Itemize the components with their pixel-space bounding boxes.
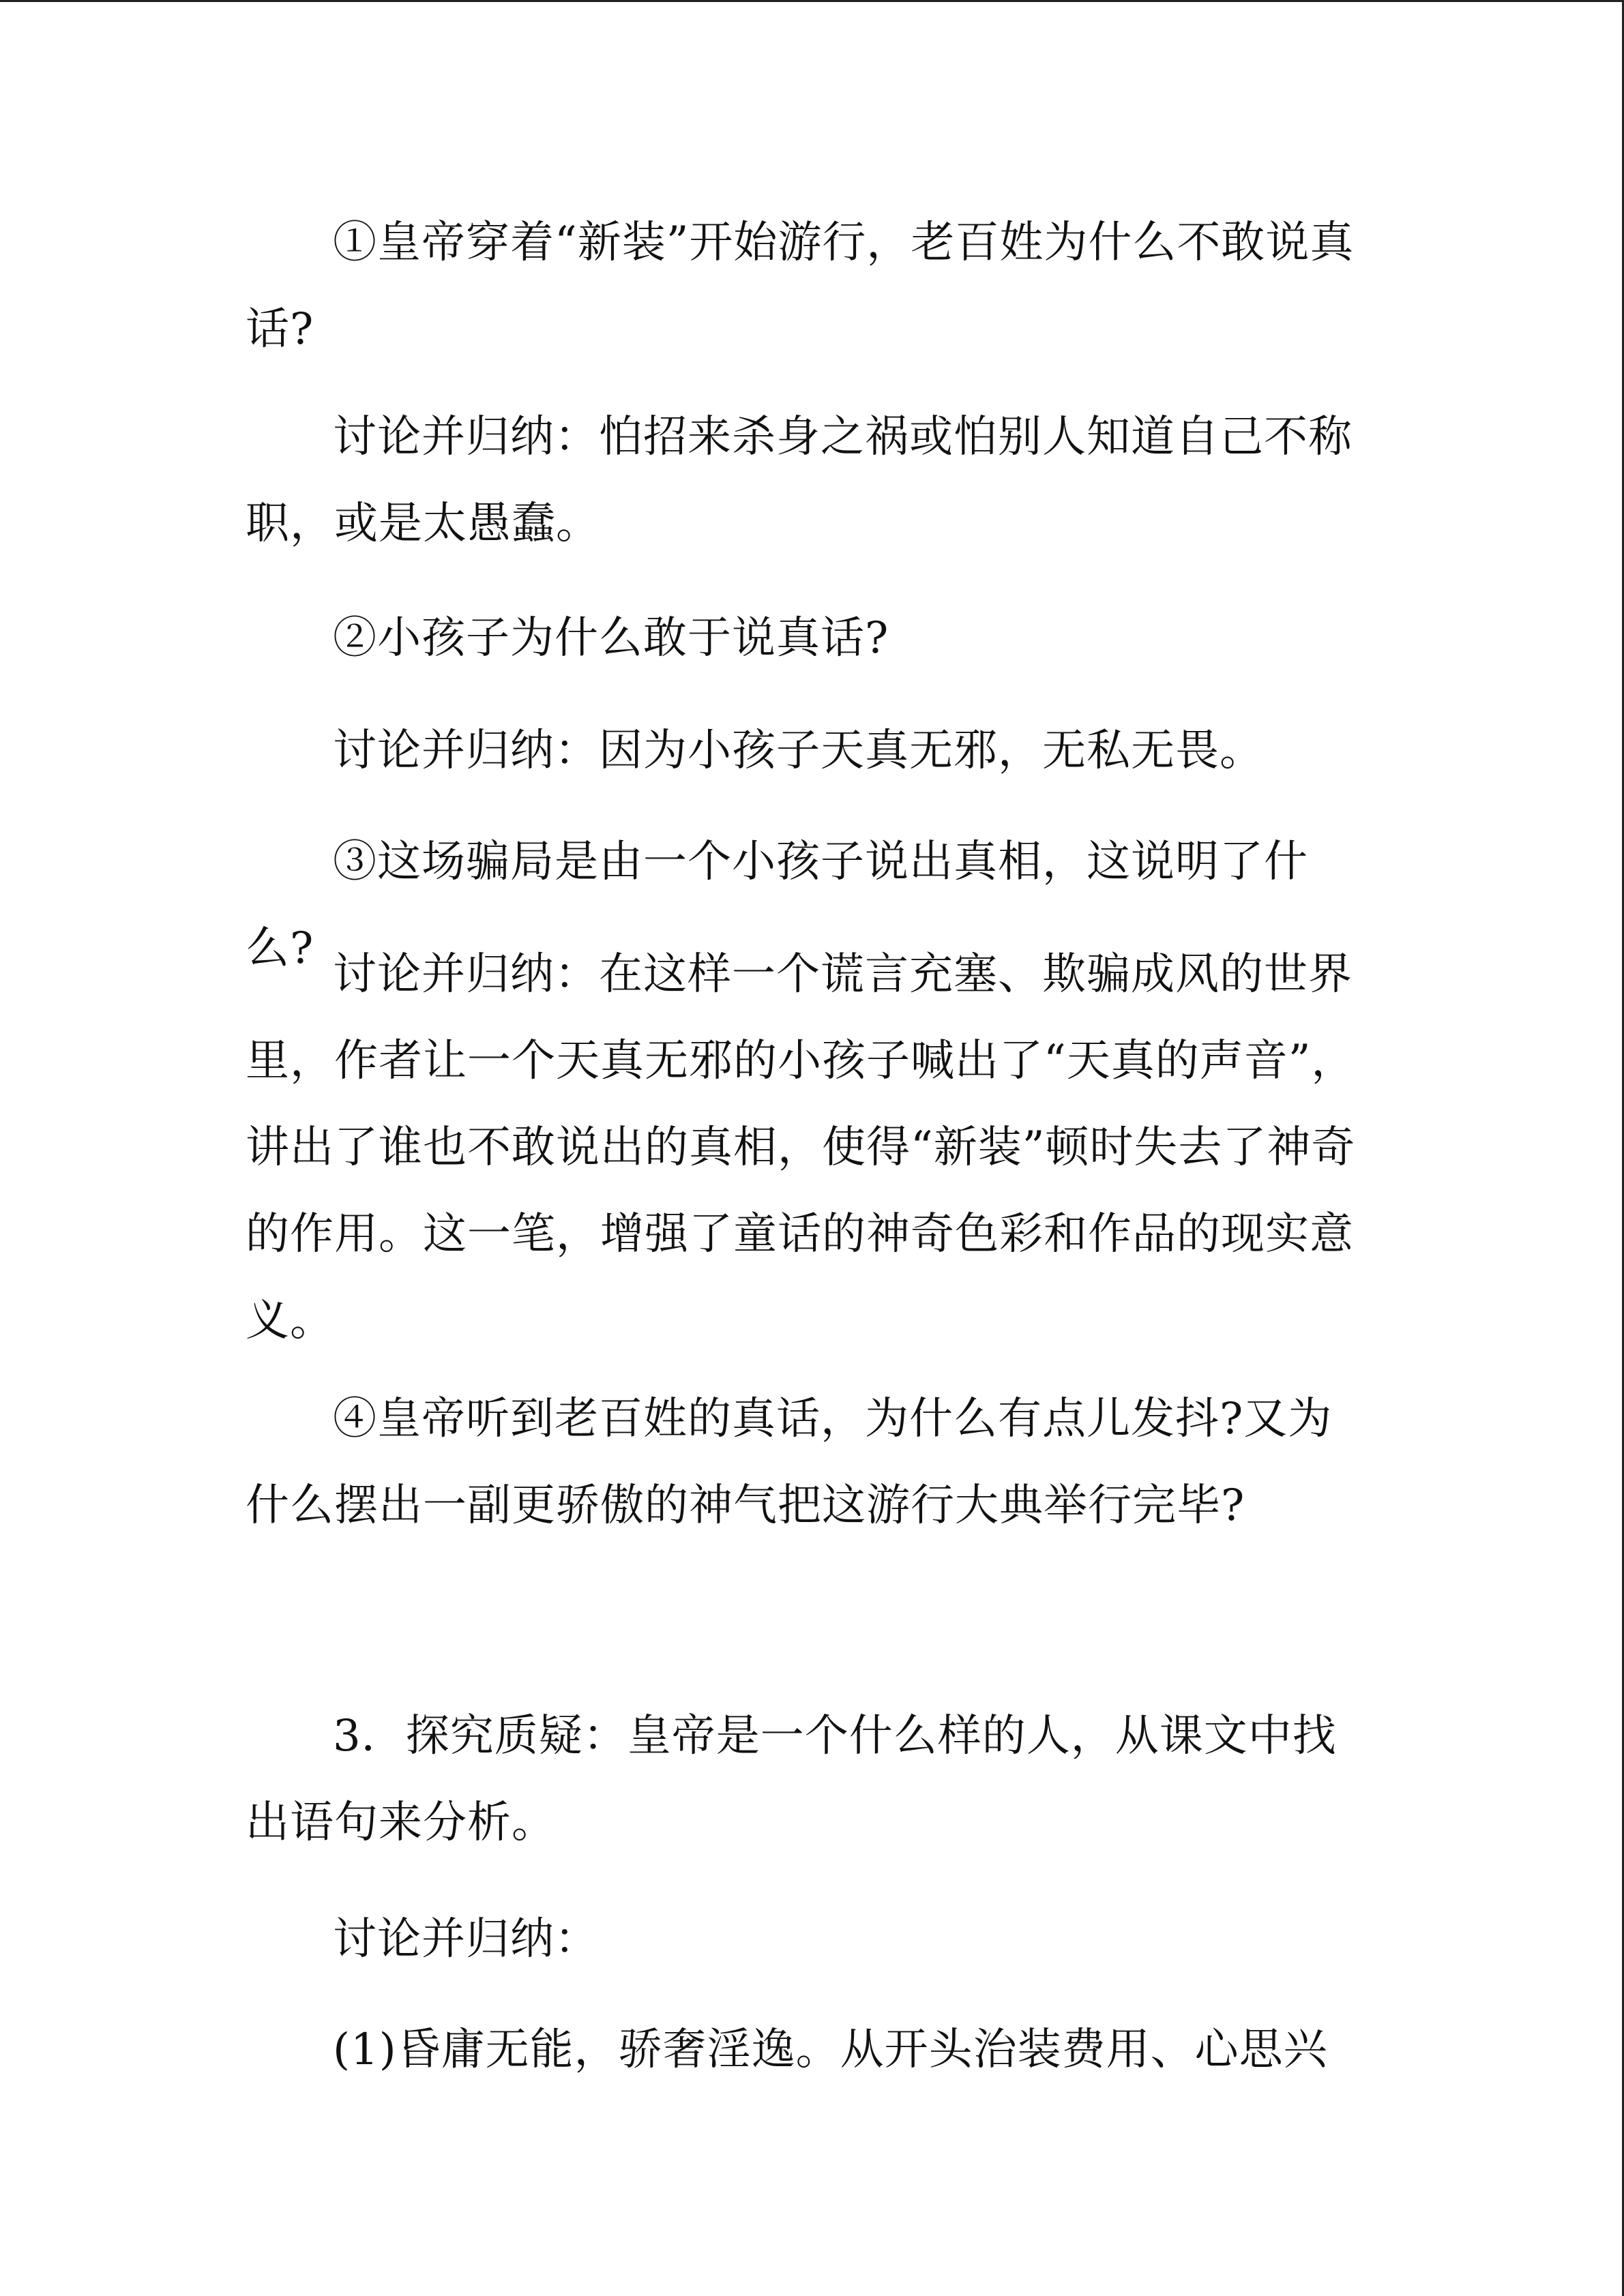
section-3-heading-paragraph: 3．探究质疑：皇帝是一个什么样的人，从课文中找出语句来分析。 [246, 1711, 1337, 1848]
point-1-paragraph: (1)昏庸无能，骄奢淫逸。从开头治装费用、心思兴 [333, 2025, 1328, 2075]
question-3-paragraph: ③这场骗局是由一个小孩子说出真相，这说明了什么? [246, 837, 1308, 974]
question-1-paragraph: ①皇帝穿着“新装”开始游行，老百姓为什么不敢说真话? [246, 218, 1355, 355]
answer-3-paragraph: 讨论并归纳：在这样一个谎言充塞、欺骗成风的世界里，作者让一个天真无邪的小孩子喊出了“天真的声音”，讲出了谁也不敢说出的真相，使得“新装”顿时失去了神奇的作用。这一笔，增强了童话的神奇色彩和作品的现实意义。 [246, 949, 1356, 1346]
question-2-paragraph: ②小孩子为什么敢于说真话? [333, 613, 889, 664]
question-4-paragraph: ④皇帝听到老百姓的真话，为什么有点儿发抖?又为什么摆出一副更骄傲的神气把这游行大典举行完毕? [246, 1394, 1333, 1531]
answer-1-paragraph: 讨论并归纳：怕招来杀身之祸或怕别人知道自己不称职，或是太愚蠢。 [246, 412, 1353, 549]
answer-2-paragraph: 讨论并归纳：因为小孩子天真无邪，无私无畏。 [333, 726, 1264, 776]
discussion-label-paragraph: 讨论并归纳： [333, 1914, 599, 1965]
